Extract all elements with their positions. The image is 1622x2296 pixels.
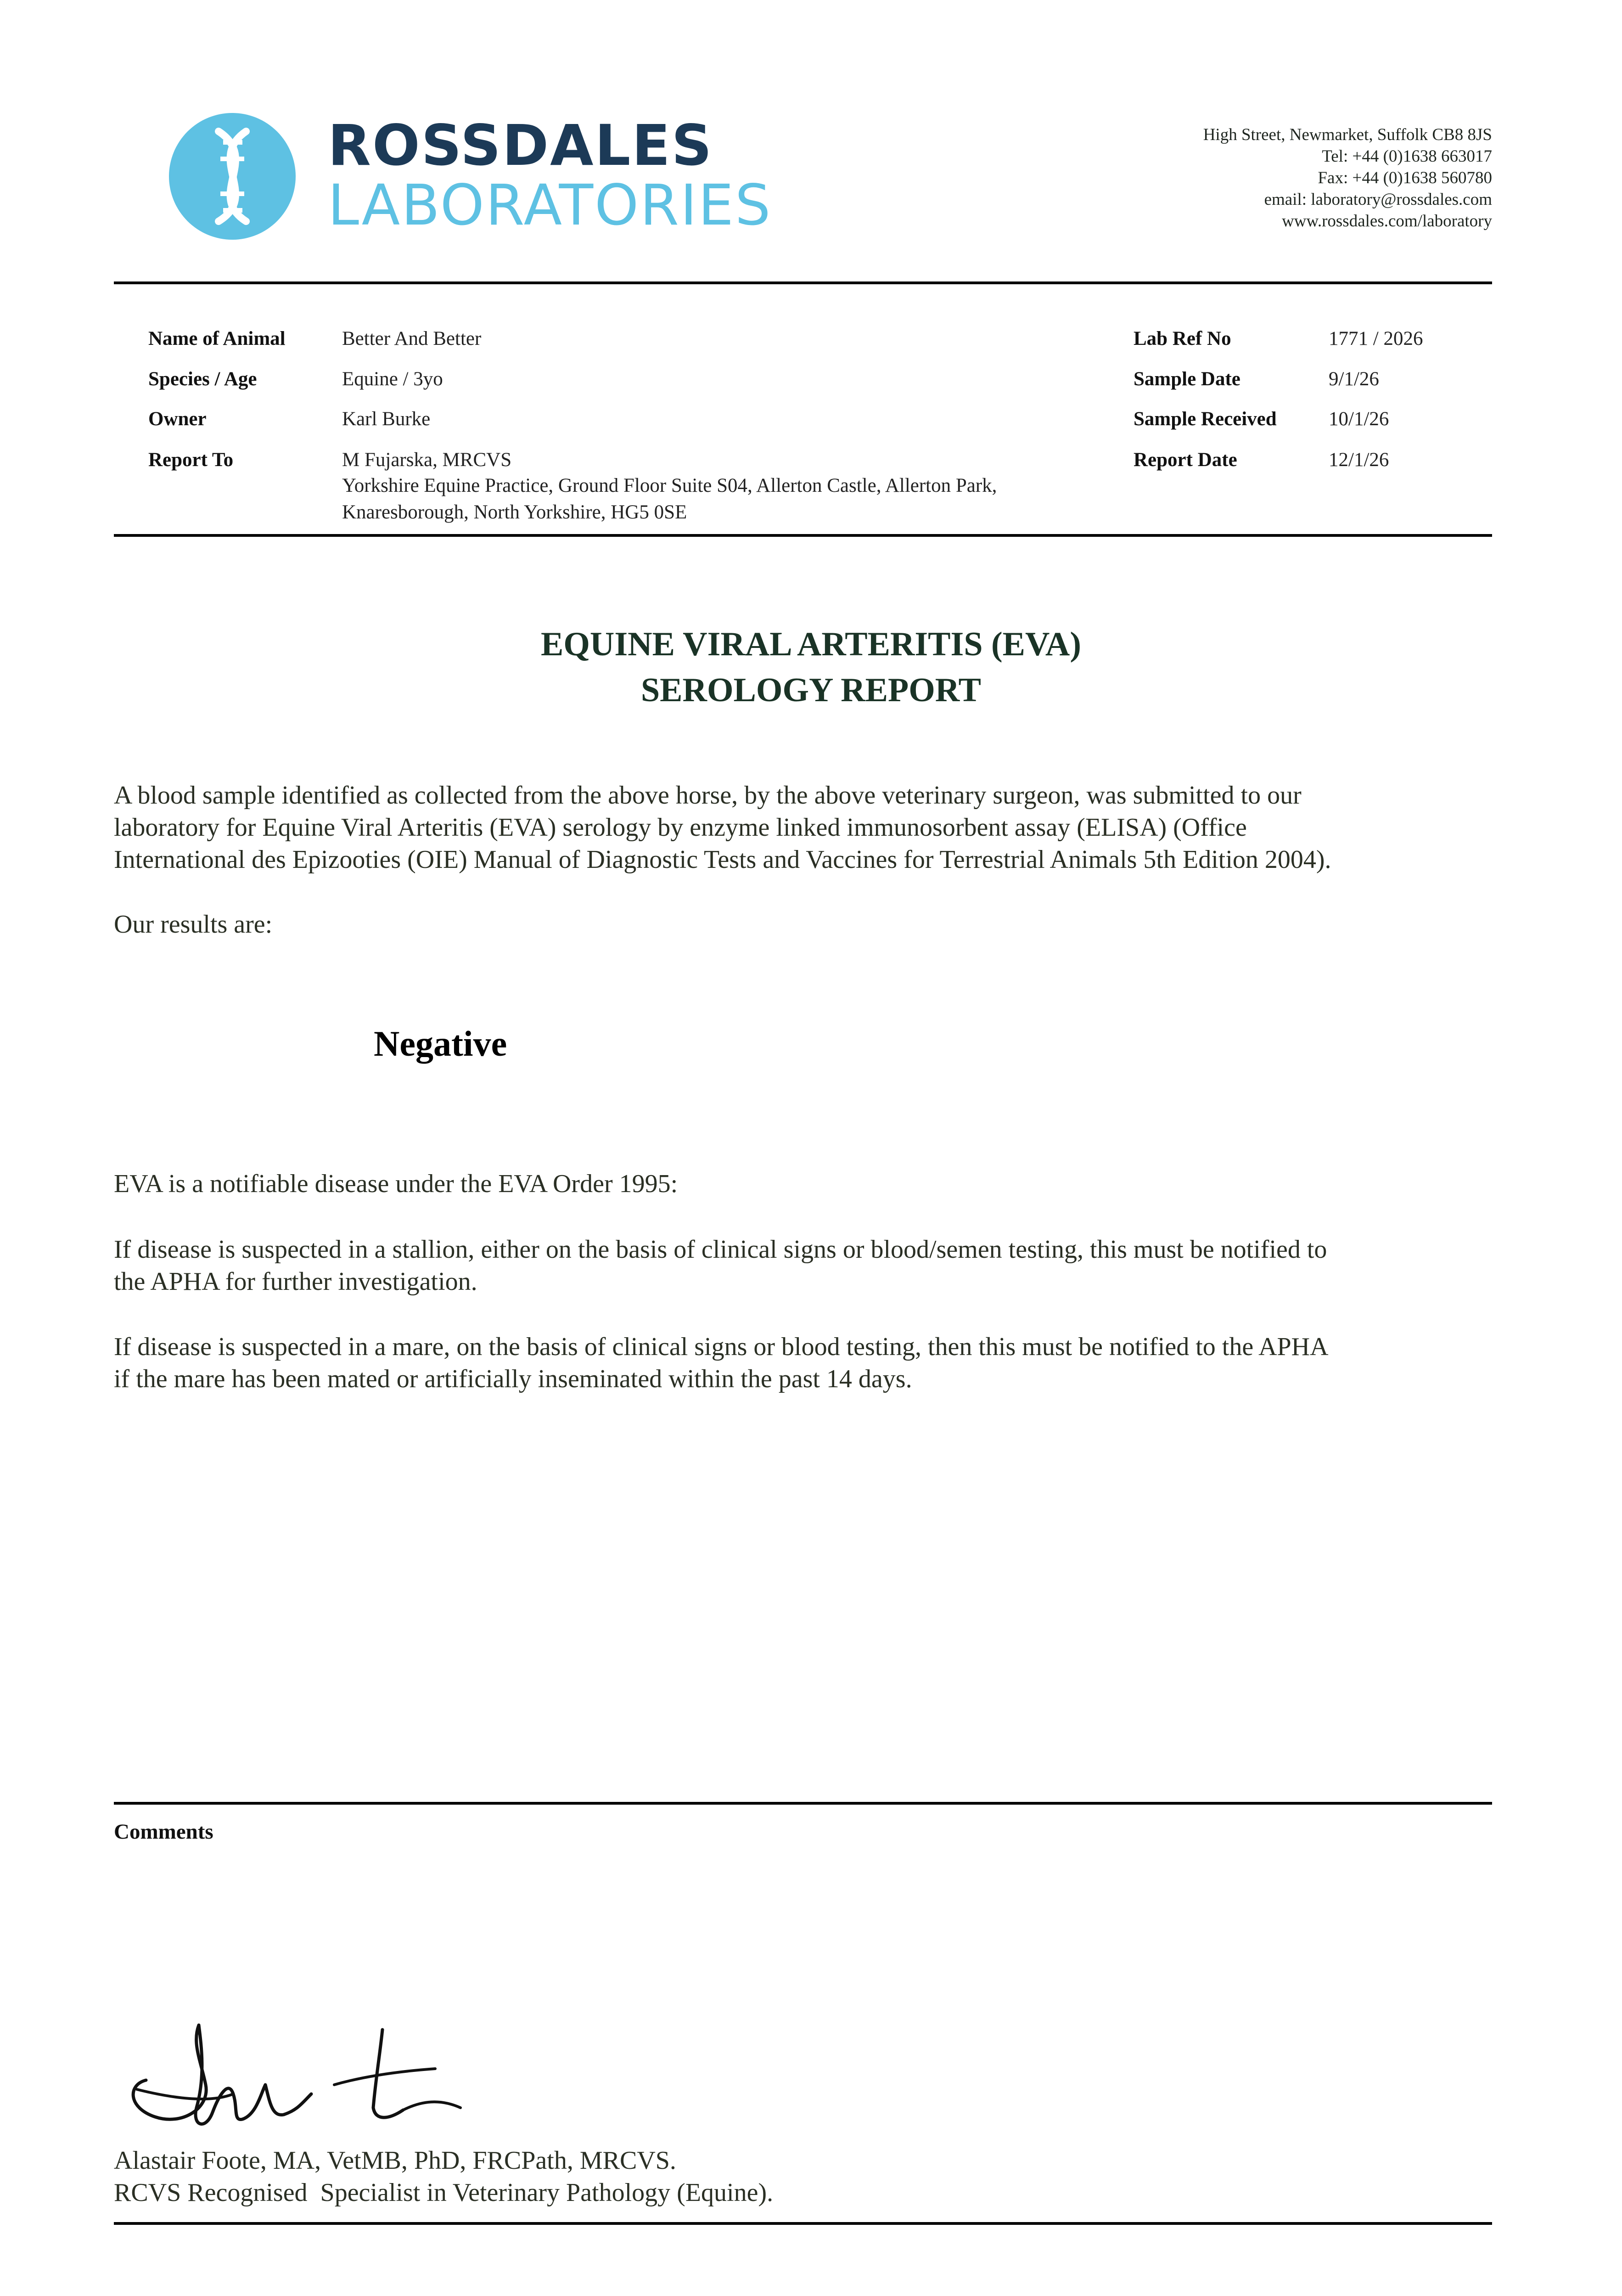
report-title-line1: EQUINE VIRAL ARTERITIS (EVA) — [541, 625, 1081, 663]
intro-line-1: A blood sample identified as collected from the above horse, by the above veterinary surgeon, was submitted to our — [114, 781, 1302, 810]
signatory-name: Alastair Foote, MA, VetMB, PhD, FRCPath, MRCVS. — [114, 2146, 676, 2175]
contact-web: www.rossdales.com/laboratory — [1282, 212, 1492, 231]
mare-paragraph — [114, 1331, 1496, 1395]
label-lab-ref-no: Lab Ref No — [1134, 328, 1231, 349]
value-name-of-animal: Better And Better — [342, 328, 482, 349]
report-title-line2: SEROLOGY REPORT — [641, 671, 981, 709]
label-species-age: Species / Age — [148, 368, 257, 390]
contact-address: High Street, Newmarket, Suffolk CB8 8JS — [1203, 125, 1492, 144]
report-to-address-line1: Yorkshire Equine Practice, Ground Floor Suite S04, Allerton Castle, Allerton Park, — [342, 475, 997, 496]
label-owner: Owner — [148, 408, 207, 430]
brand-name-line2: LABORATORIES — [328, 173, 772, 238]
divider-details — [114, 534, 1492, 537]
dna-helix-icon — [169, 113, 296, 240]
mare-line-2: if the mare has been mated or artificially inseminated within the past 14 days. — [114, 1365, 912, 1393]
label-name-of-animal: Name of Animal — [148, 328, 286, 349]
contact-fax: Fax: +44 (0)1638 560780 — [1318, 169, 1492, 187]
label-report-date: Report Date — [1134, 449, 1237, 471]
value-sample-date: 9/1/26 — [1329, 368, 1379, 390]
logo-dna-icon — [169, 113, 296, 240]
contact-block — [1203, 124, 1492, 232]
intro-line-2: laboratory for Equine Viral Arteritis (EVA) serology by enzyme linked immunosorbent assay (ELISA) (Office — [114, 813, 1247, 842]
divider-bottom — [114, 2222, 1492, 2225]
contact-tel: Tel: +44 (0)1638 663017 — [1322, 147, 1492, 166]
divider-top — [114, 281, 1492, 284]
signature-image — [118, 2016, 477, 2140]
mare-line-1: If disease is suspected in a mare, on the basis of clinical signs or blood testing, then this must be notified to the APHA — [114, 1333, 1329, 1361]
report-to-address-line2: Knaresborough, North Yorkshire, HG5 0SE — [342, 501, 687, 523]
contact-email: email: laboratory@rossdales.com — [1264, 190, 1492, 209]
result-value: Negative — [374, 1024, 507, 1064]
stallion-paragraph — [114, 1233, 1496, 1298]
signatory-block — [114, 2144, 1496, 2209]
value-report-to: M Fujarska, MRCVS — [342, 449, 512, 471]
brand-name-line1: ROSSDALES — [328, 113, 713, 178]
label-sample-received: Sample Received — [1134, 408, 1277, 430]
value-report-date: 12/1/26 — [1329, 449, 1389, 471]
signatory-title: RCVS Recognised Specialist in Veterinary Pathology (Equine). — [114, 2178, 774, 2207]
value-species-age: Equine / 3yo — [342, 368, 443, 390]
value-owner: Karl Burke — [342, 408, 431, 430]
notifiable-notice: EVA is a notifiable disease under the EVA Order 1995: — [114, 1170, 678, 1198]
label-report-to: Report To — [148, 449, 234, 471]
value-lab-ref-no: 1771 / 2026 — [1329, 328, 1423, 349]
label-sample-date: Sample Date — [1134, 368, 1240, 390]
divider-comments — [114, 1802, 1492, 1805]
results-label: Our results are: — [114, 910, 273, 939]
stallion-line-2: the APHA for further investigation. — [114, 1267, 477, 1296]
intro-line-3: International des Epizooties (OIE) Manual of Diagnostic Tests and Vaccines for Terrestrial Animals 5th Edition 2004). — [114, 845, 1331, 874]
value-sample-received: 10/1/26 — [1329, 408, 1389, 430]
stallion-line-1: If disease is suspected in a stallion, either on the basis of clinical signs or blood/semen testing, this must be notified to — [114, 1235, 1327, 1264]
intro-paragraph — [114, 779, 1496, 876]
comments-label: Comments — [114, 1820, 213, 1844]
